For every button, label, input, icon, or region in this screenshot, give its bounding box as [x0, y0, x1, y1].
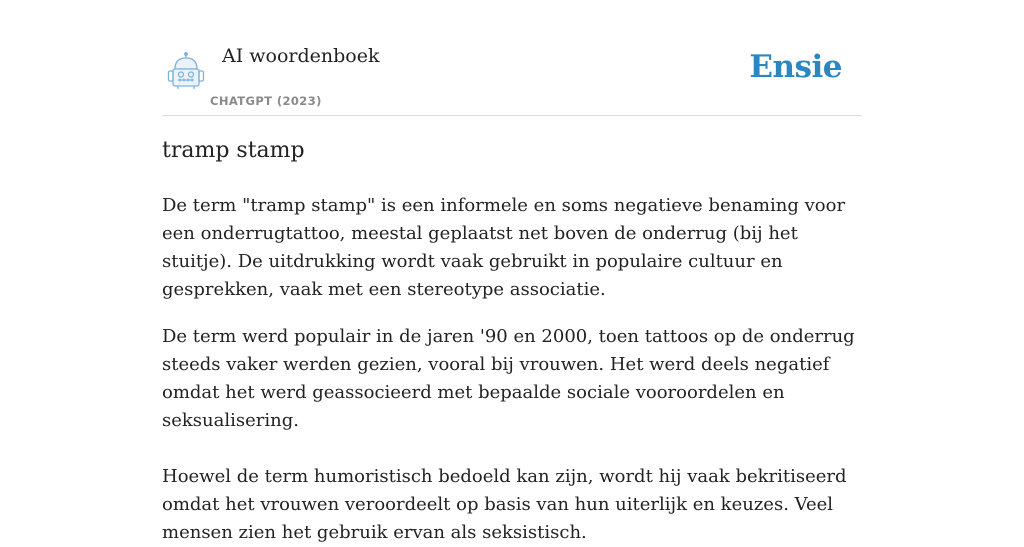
dictionary-header — [162, 40, 862, 116]
entry-definition — [162, 192, 862, 547]
dictionary-title[interactable]: AI woordenboek — [222, 45, 380, 67]
robot-icon — [166, 52, 206, 90]
brand-logo[interactable]: Ensie — [749, 49, 842, 85]
source-label: CHATGPT (2023) — [210, 94, 322, 108]
definition-paragraph: De term "tramp stamp" is een informele en soms negatieve benaming voor een onderrugtattoo, meestal geplaatst net boven de onderrug (bij het stuitje). De uitdrukking wordt vaak gebruikt in populaire cultuur en gesprekken, vaak met een stereotype associatie. — [162, 195, 846, 300]
definition-paragraph: De term werd populair in de jaren '90 en 2000, toen tattoos op de onderrug steeds vaker werden gezien, vooral bij vrouwen. Het werd deels negatief omdat het werd geassocieerd met bepaalde sociale vooroordelen en seksualisering. — [162, 326, 855, 431]
entry-term: tramp stamp — [162, 138, 305, 163]
definition-paragraph: Hoewel de term humoristisch bedoeld kan zijn, wordt hij vaak bekritiseerd omdat het vrouwen veroordeelt op basis van hun uiterlijk en keuzes. Veel mensen zien het gebruik ervan als seksistisch. — [162, 466, 847, 543]
